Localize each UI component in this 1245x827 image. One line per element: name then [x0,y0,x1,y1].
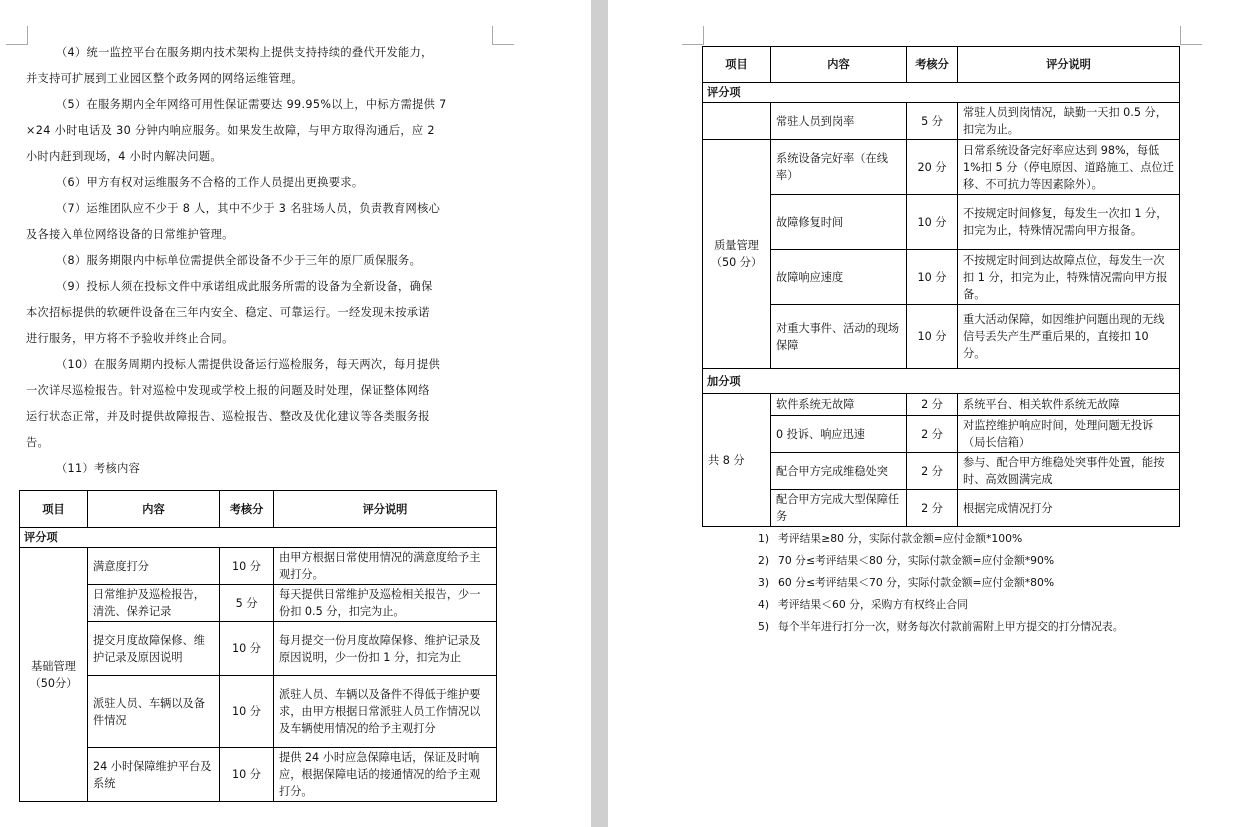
header-score: 考核分 [907,47,958,83]
text-line: （8）服务期限内中标单位需提供全部设备不少于三年的原厂质保服务。 [56,254,422,267]
list-number: 3) [758,576,770,589]
row-note: 不按规定时间修复，每发生一次扣 1 分，扣完为止，特殊情况需向甲方报备。 [958,195,1180,250]
bonus-group-label: 共 8 分 [703,394,771,527]
row-content: 配合甲方完成维稳处突 [771,453,907,490]
list-text: 60 分≤考评结果＜70 分，实际付款金额=应付金额*80% [778,576,1055,589]
text-line: 告。 [26,436,50,449]
table-row [703,453,1180,490]
row-score: 2 分 [907,453,958,490]
row-score: 10 分 [907,250,958,305]
list-number: 5) [758,620,770,633]
left-page [0,0,591,827]
row-content: 配合甲方完成大型保障任务 [771,490,907,527]
list-item [758,616,1178,638]
row-note: 由甲方根据日常使用情况的满意度给予主观打分。 [274,548,497,585]
row-score: 2 分 [907,490,958,527]
text-line: 进行服务，甲方将不予验收并终止合同。 [26,332,234,345]
row-note: 参与、配合甲方维稳处突事件处置，能按时、高效圆满完成 [958,453,1180,490]
assessment-table-left [19,490,497,802]
text-line: （10）在服务周期内投标人需提供设备运行巡检服务，每天两次，每月提供 [56,358,441,371]
row-score: 10 分 [220,676,274,748]
text-line: 本次招标提供的软硬件设备在三年内安全、稳定、可靠运行。一经发现未按承诺 [26,306,430,319]
row-score: 20 分 [907,140,958,195]
header-project: 项目 [20,491,88,528]
header-content: 内容 [771,47,907,83]
crop-mark-top-right-v [1180,26,1181,44]
table-row [703,195,1180,250]
table-row [20,748,497,802]
text-line: （11）考核内容 [56,462,141,475]
table-row [20,585,497,622]
section-label: 评分项 [703,83,1180,103]
row-score: 10 分 [220,548,274,585]
row-content: 故障修复时间 [771,195,907,250]
list-item [758,594,1178,616]
table-row [20,548,497,585]
table-row [20,676,497,748]
row-note: 派驻人员、车辆以及备件不得低于维护要求，由甲方根据日常派驻人员工作情况以及车辆使用情况的给予主观打分 [274,676,497,748]
list-number: 4) [758,598,770,611]
list-text: 70 分≤考评结果＜80 分，实际付款金额=应付金额*90% [778,554,1055,567]
header-note: 评分说明 [958,47,1180,83]
crop-mark-top-right [492,44,514,45]
row-score: 10 分 [220,622,274,676]
text-line: 小时内赶到现场，4 小时内解决问题。 [26,150,222,163]
group-label: 质量管理（50 分） [703,140,771,369]
header-note: 评分说明 [274,491,497,528]
list-number: 1) [758,532,770,545]
empty-cell [703,103,771,140]
row-note: 提供 24 小时应急保障电话，保证及时响应，根据保障电话的接通情况的给予主观打分。 [274,748,497,802]
row-score: 5 分 [907,103,958,140]
list-item [758,550,1178,572]
row-note: 对监控维护响应时间，处理问题无投诉（局长信箱） [958,416,1180,453]
table-row [703,250,1180,305]
row-content: 系统设备完好率（在线率） [771,140,907,195]
crop-mark-top-left-v [703,26,704,44]
page-gutter [591,0,608,827]
header-project: 项目 [703,47,771,83]
body-text [26,40,492,482]
row-score: 10 分 [220,748,274,802]
list-item [758,528,1178,550]
list-item [758,572,1178,594]
payment-rules-list [758,528,1178,638]
crop-mark-top-left [6,44,28,45]
text-line: 一次详尽巡检报告。针对巡检中发现或学校上报的问题及时处理，保证整体网络 [26,384,430,397]
list-text: 考评结果＜60 分，采购方有权终止合同 [778,598,968,611]
text-line: 并支持可扩展到工业园区整个政务网的网络运维管理。 [26,72,303,85]
row-note: 根据完成情况打分 [958,490,1180,527]
text-line: ×24 小时电话及 30 分钟内响应服务。如果发生故障，与甲方取得沟通后，应 2 [26,124,435,137]
row-note: 每月提交一份月度故障保修、维护记录及原因说明，少一份扣 1 分，扣完为止 [274,622,497,676]
section-label: 评分项 [20,528,497,548]
row-content: 日常维护及巡检报告，清洗、保养记录 [88,585,220,622]
table-row [703,305,1180,369]
row-note: 不按规定时间到达故障点位，每发生一次扣 1 分，扣完为止，特殊情况需向甲方报备。 [958,250,1180,305]
row-content: 提交月度故障保修、维护记录及原因说明 [88,622,220,676]
table-row [703,416,1180,453]
row-content: 满意度打分 [88,548,220,585]
row-content: 故障响应速度 [771,250,907,305]
table-row [703,394,1180,416]
table-row [20,622,497,676]
group-label: 基础管理（50分） [20,548,88,802]
row-score: 10 分 [907,305,958,369]
text-line: （9）投标人须在投标文件中承诺组成此服务所需的设备为全新设备，确保 [56,280,433,293]
text-line: （5）在服务期内全年网络可用性保证需要达 99.95%以上，中标方需提供 7 [56,98,447,111]
row-note: 每天提供日常维护及巡检相关报告，少一份扣 0.5 分，扣完为止。 [274,585,497,622]
row-content: 24 小时保障维护平台及系统 [88,748,220,802]
crop-mark-top-left [682,44,704,45]
row-note: 常驻人员到岗情况，缺勤一天扣 0.5 分，扣完为止。 [958,103,1180,140]
table-row [703,490,1180,527]
text-line: （7）运维团队应不少于 8 人，其中不少于 3 名驻场人员，负责教育网核心 [56,202,441,215]
table-row [703,103,1180,140]
row-content: 软件系统无故障 [771,394,907,416]
row-note: 日常系统设备完好率应达到 98%，每低 1%扣 5 分（停电原因、道路施工、点位迁移、不可抗力等因素除外）。 [958,140,1180,195]
bonus-section-label: 加分项 [703,369,1180,394]
list-number: 2) [758,554,770,567]
crop-mark-top-right [1180,44,1202,45]
row-note: 重大活动保障，如因维护问题出现的无线信号丢失产生严重后果的，直接扣 10 分。 [958,305,1180,369]
row-score: 5 分 [220,585,274,622]
list-text: 考评结果≥80 分，实际付款金额=应付金额*100% [778,532,1023,545]
row-content: 对重大事件、活动的现场保障 [771,305,907,369]
text-line: 运行状态正常，并及时提供故障报告、巡检报告、整改及优化建议等各类服务报 [26,410,430,423]
row-content: 派驻人员、车辆以及备件情况 [88,676,220,748]
header-content: 内容 [88,491,220,528]
row-score: 2 分 [907,394,958,416]
row-content: 0 投诉、响应迅速 [771,416,907,453]
row-content: 常驻人员到岗率 [771,103,907,140]
row-score: 10 分 [907,195,958,250]
row-note: 系统平台、相关软件系统无故障 [958,394,1180,416]
assessment-table-right [702,46,1180,527]
row-score: 2 分 [907,416,958,453]
crop-mark-top-right-v [492,26,493,44]
table-row [703,140,1180,195]
text-line: （4）统一监控平台在服务期内技术架构上提供支持持续的叠代开发能力， [56,46,433,59]
text-line: （6）甲方有权对运维服务不合格的工作人员提出更换要求。 [56,176,364,189]
list-text: 每个半年进行打分一次，财务每次付款前需附上甲方提交的打分情况表。 [778,620,1124,633]
header-score: 考核分 [220,491,274,528]
text-line: 及各接入单位网络设备的日常维护管理。 [26,228,234,241]
